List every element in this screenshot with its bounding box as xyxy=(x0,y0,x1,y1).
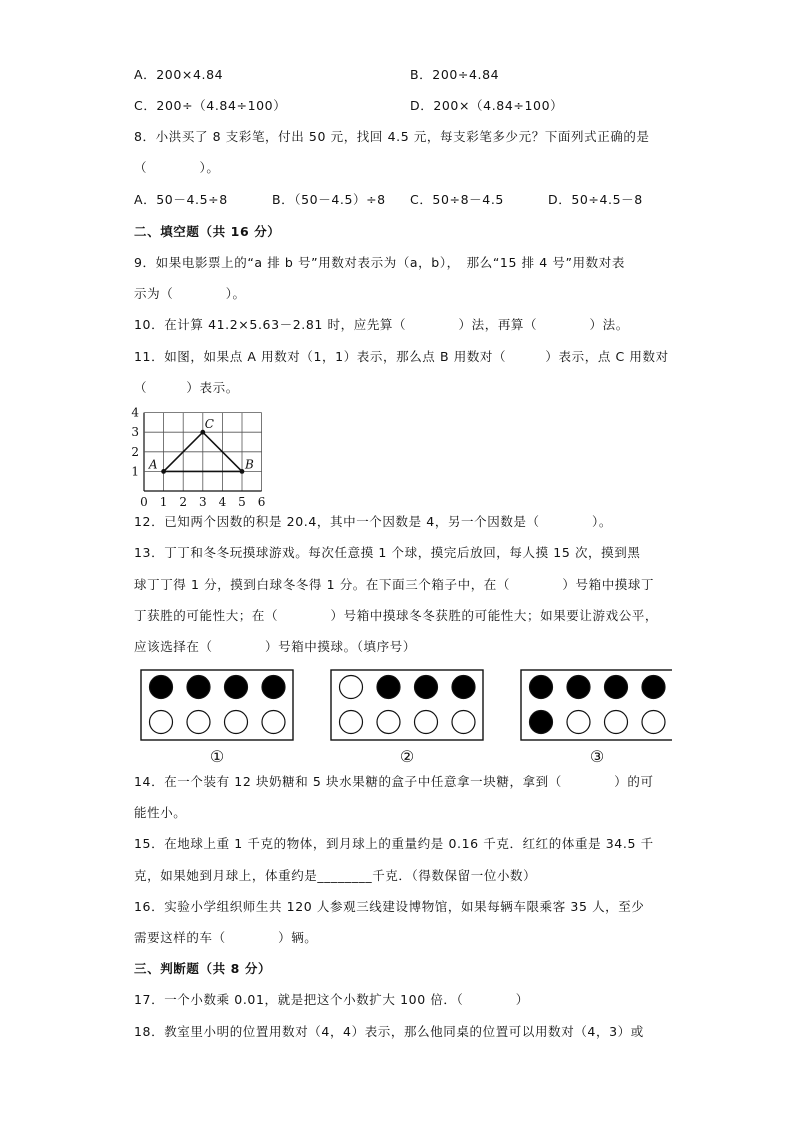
white-ball xyxy=(567,711,590,734)
y-tick-label: 1 xyxy=(131,464,139,479)
black-ball xyxy=(530,676,553,699)
q10-stem: 10．在计算 41.2×5.63－2.81 时，应先算（ ）法，再算（ ）法。 xyxy=(134,317,629,332)
q8-option-c: C．50÷8－4.5 xyxy=(410,192,504,207)
white-ball xyxy=(225,711,248,734)
x-tick-label: 4 xyxy=(218,495,227,509)
q8-stem-line2: （ ）。 xyxy=(134,160,220,175)
white-ball xyxy=(262,711,285,734)
white-ball xyxy=(377,711,400,734)
ball-box-1 xyxy=(141,670,293,765)
white-ball xyxy=(150,711,173,734)
q7-option-b: B．200÷4.84 xyxy=(410,67,500,82)
black-ball xyxy=(567,676,590,699)
q11-coordinate-grid xyxy=(128,402,272,510)
q15-stem-line2: 克，如果她到月球上，体重约是________千克．（得数保留一位小数） xyxy=(134,868,537,883)
box-number-label: ② xyxy=(399,747,415,765)
point-b-label: B xyxy=(245,457,254,472)
black-ball xyxy=(150,676,173,699)
point-b-dot xyxy=(240,469,245,474)
q13-ball-boxes xyxy=(136,665,672,765)
x-tick-label: 0 xyxy=(140,495,148,509)
white-ball xyxy=(340,711,363,734)
x-tick-label: 6 xyxy=(257,495,266,509)
section3-title: 三、判断题（共 8 分） xyxy=(134,961,272,976)
q11-stem-line1: 11．如图，如果点 A 用数对（1，1）表示，那么点 B 用数对（ ）表示，点 C 用数对 xyxy=(134,349,669,364)
q13-stem-line3: 丁获胜的可能性大；在（ ）号箱中摸球冬冬获胜的可能性大；如果要让游戏公平， xyxy=(134,608,659,623)
q13-stem-line2: 球丁丁得 1 分，摸到白球冬冬得 1 分。在下面三个箱子中，在（ ）号箱中摸球丁 xyxy=(134,577,655,592)
q15-stem-line1: 15．在地球上重 1 千克的物体，到月球上的重量约是 0.16 千克．红红的体重是 34.5 千 xyxy=(134,836,654,851)
x-tick-label: 3 xyxy=(198,495,207,509)
white-ball xyxy=(415,711,438,734)
y-tick-label: 3 xyxy=(131,425,139,440)
black-ball xyxy=(415,676,438,699)
q16-stem-line1: 16．实验小学组织师生共 120 人参观三线建设博物馆，如果每辆车限乘客 35 人，至少 xyxy=(134,899,645,914)
q7-option-d: D．200×（4.84÷100） xyxy=(410,98,564,113)
y-tick-label: 2 xyxy=(131,444,139,459)
white-ball xyxy=(340,676,363,699)
q16-stem-line2: 需要这样的车（ ）辆。 xyxy=(134,930,318,945)
q8-stem-line1: 8．小洪买了 8 支彩笔，付出 50 元，找回 4.5 元，每支彩笔多少元？下面列式正确的是 xyxy=(134,129,650,144)
point-c-label: C xyxy=(204,417,214,432)
q17-stem: 17．一个小数乘 0.01，就是把这个小数扩大 100 倍．（ ） xyxy=(134,992,529,1007)
point-a-dot xyxy=(161,469,166,474)
y-tick-label: 4 xyxy=(131,405,139,420)
section2-title: 二、填空题（共 16 分） xyxy=(134,224,281,239)
black-ball xyxy=(605,676,628,699)
ball-box-3 xyxy=(521,670,672,765)
white-ball xyxy=(642,711,665,734)
x-tick-label: 1 xyxy=(159,495,168,509)
q12-stem: 12．已知两个因数的积是 20.4，其中一个因数是 4，另一个因数是（ ）。 xyxy=(134,514,612,529)
q7-option-c: C．200÷（4.84÷100） xyxy=(134,98,287,113)
x-tick-label: 5 xyxy=(238,495,246,509)
black-ball xyxy=(262,676,285,699)
q8-option-b: B．（50－4.5）÷8 xyxy=(272,192,386,207)
q14-stem-line2: 能性小。 xyxy=(134,805,187,820)
box-number-label: ③ xyxy=(589,747,605,765)
black-ball xyxy=(452,676,475,699)
q11-stem-line2: （ ）表示。 xyxy=(134,380,239,395)
white-ball xyxy=(452,711,475,734)
black-ball xyxy=(642,676,665,699)
q13-stem-line1: 13．丁丁和冬冬玩摸球游戏。每次任意摸 1 个球，摸完后放回，每人摸 15 次，摸到黑 xyxy=(134,545,641,560)
black-ball xyxy=(530,711,553,734)
q14-stem-line1: 14．在一个装有 12 块奶糖和 5 块水果糖的盒子中任意拿一块糖，拿到（ ）的可 xyxy=(134,774,654,789)
point-a-label: A xyxy=(148,457,158,472)
q8-option-a: A．50－4.5÷8 xyxy=(134,192,228,207)
q8-option-d: D．50÷4.5－8 xyxy=(548,192,643,207)
white-ball xyxy=(187,711,210,734)
grid-lines xyxy=(144,413,262,491)
q13-stem-line4: 应该选择在（ ）号箱中摸球。（填序号） xyxy=(134,639,416,654)
black-ball xyxy=(377,676,400,699)
x-tick-label: 2 xyxy=(179,495,188,509)
ball-box-2 xyxy=(331,670,483,765)
q18-stem-line1: 18．教室里小明的位置用数对（4，4）表示，那么他同桌的位置可以用数对（4，3）或 xyxy=(134,1024,644,1039)
q9-stem-line1: 9．如果电影票上的“a 排 b 号”用数对表示为（a，b）， 那么“15 排 4 号”用数对表 xyxy=(134,255,625,270)
white-ball xyxy=(605,711,628,734)
q9-stem-line2: 示为（ ）。 xyxy=(134,286,246,301)
box-number-label: ① xyxy=(209,747,225,765)
black-ball xyxy=(187,676,210,699)
black-ball xyxy=(225,676,248,699)
q7-option-a: A．200×4.84 xyxy=(134,67,224,82)
